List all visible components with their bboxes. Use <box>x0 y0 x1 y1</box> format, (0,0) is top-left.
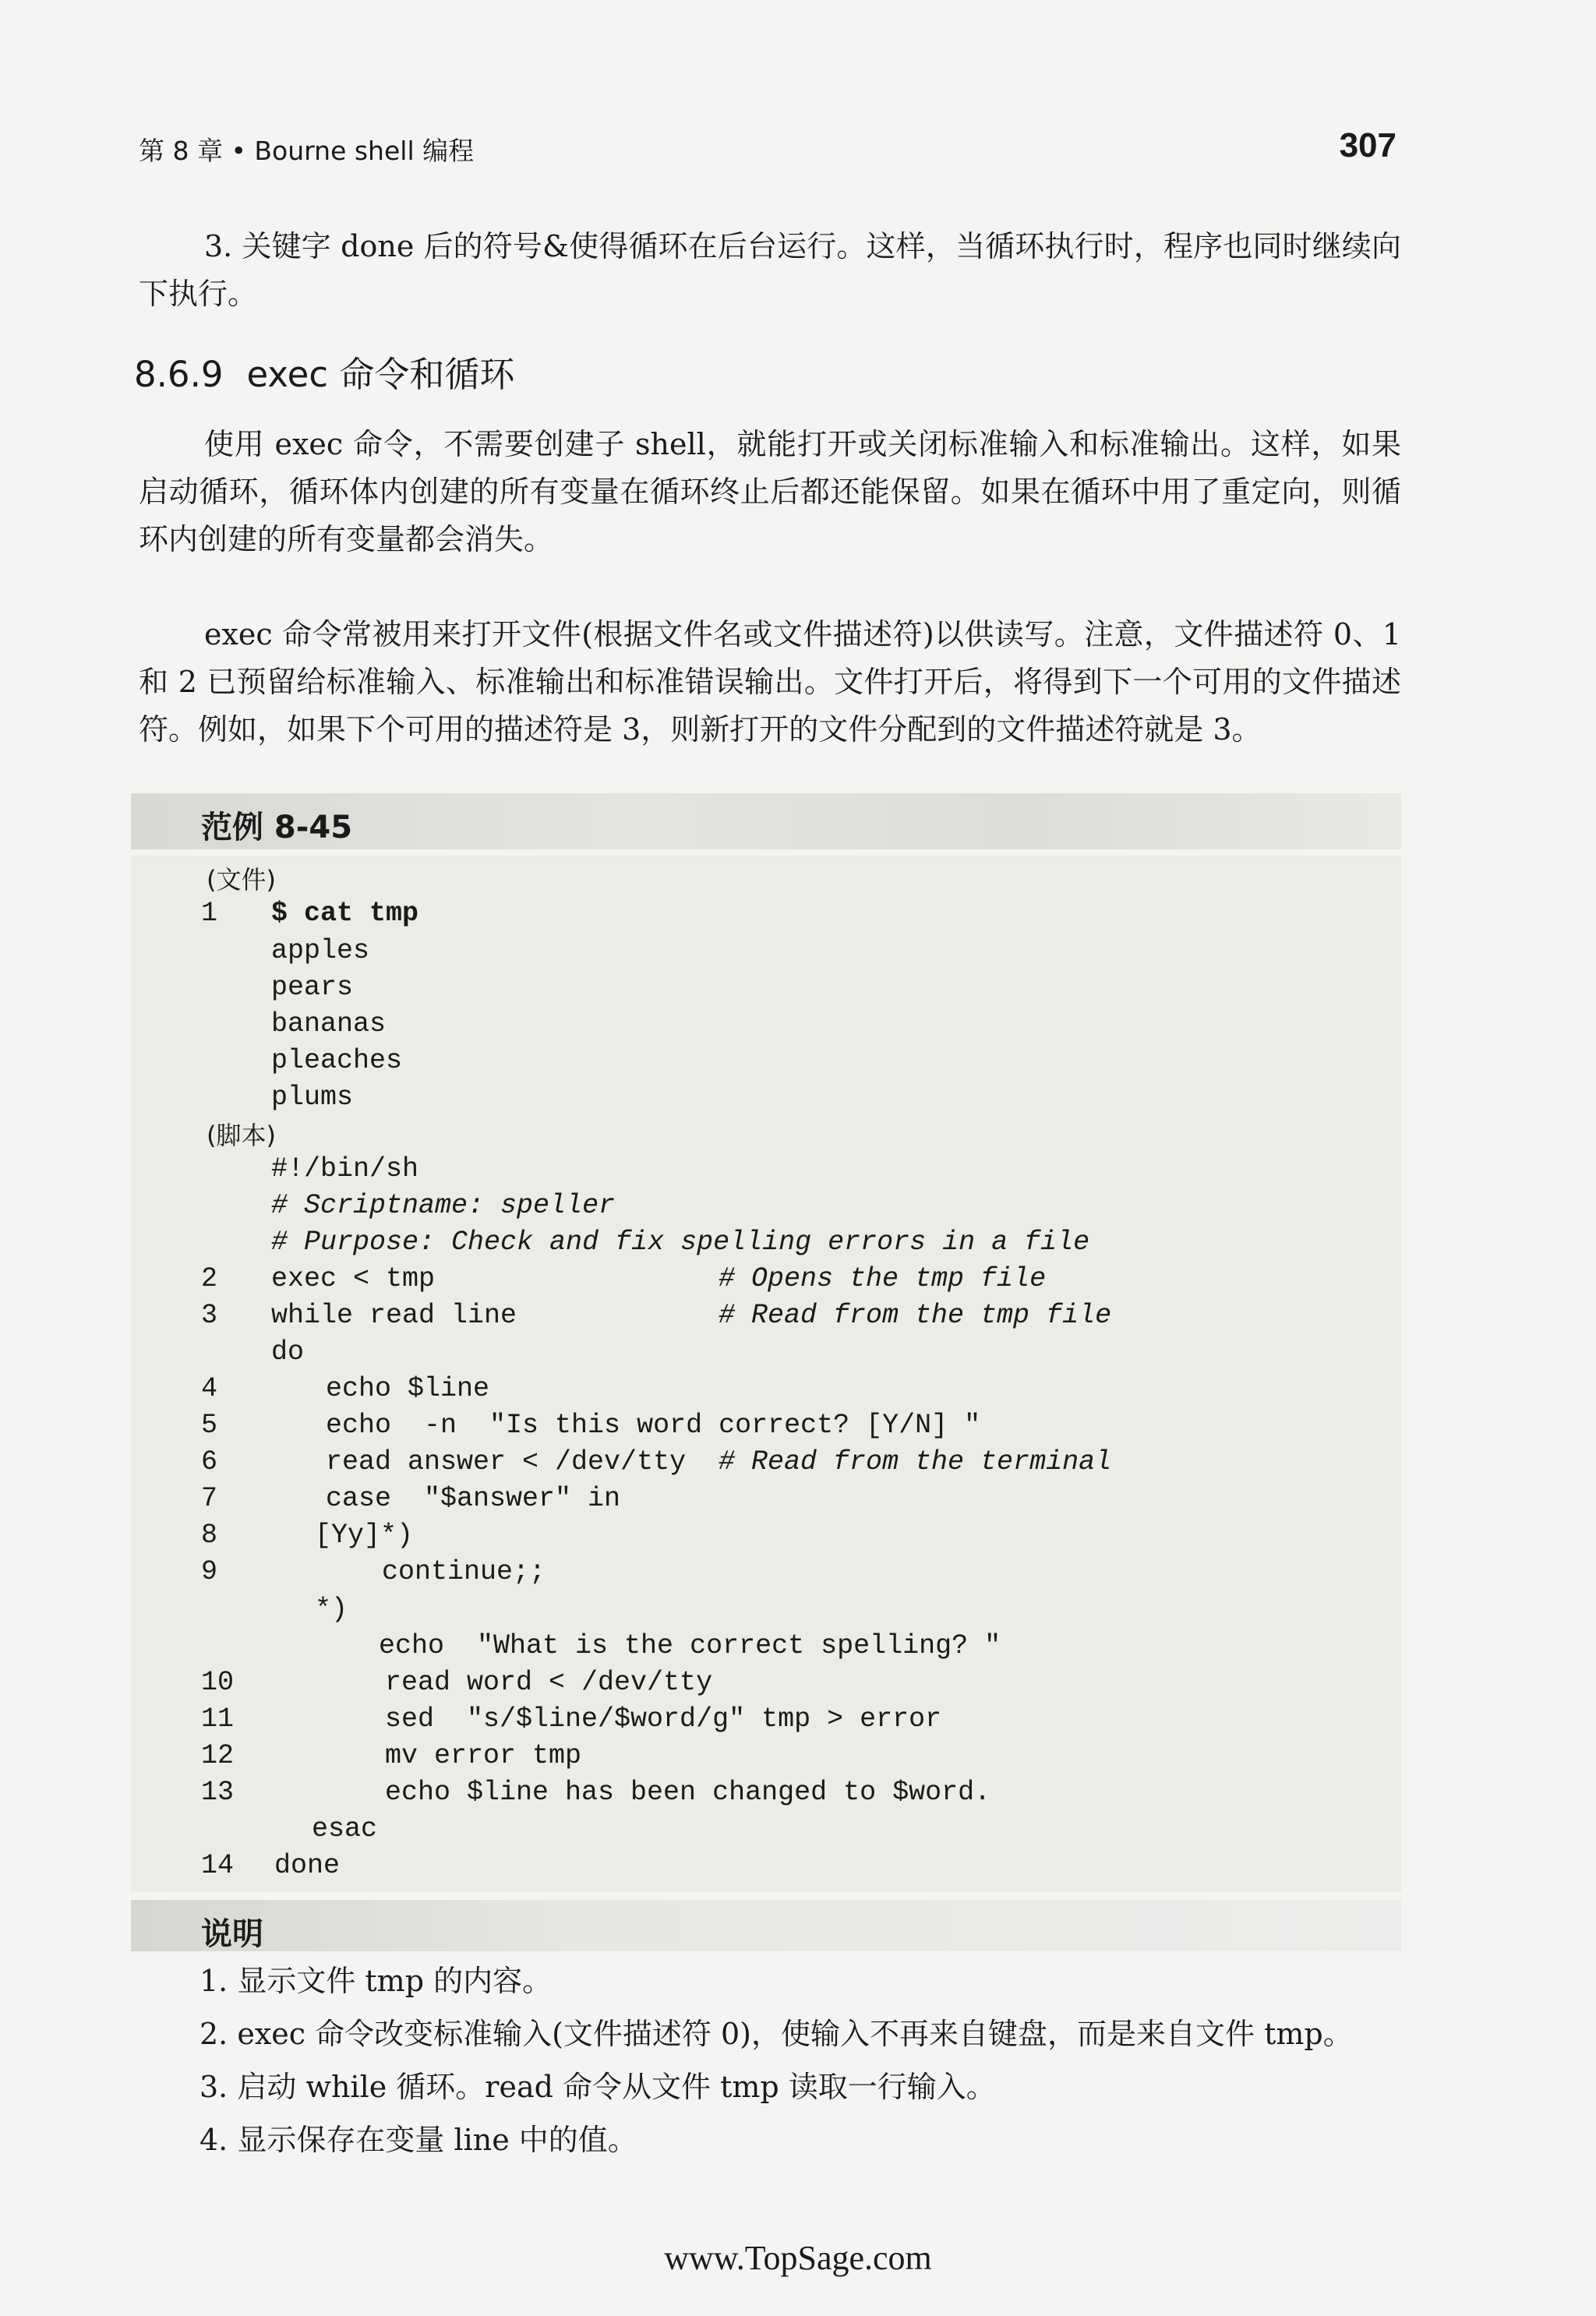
code-text: bananas <box>271 1008 387 1040</box>
code-line <box>0 1777 1403 1813</box>
code-text: done <box>274 1850 341 1881</box>
code-text: echo "What is the correct spelling? " <box>379 1630 1001 1661</box>
code-text: # Scriptname: speller <box>271 1190 616 1221</box>
code-text: #!/bin/sh <box>271 1153 419 1184</box>
line-number: 9 <box>201 1556 218 1587</box>
code-line <box>0 1850 1403 1887</box>
code-text: mv error tmp <box>385 1740 582 1771</box>
notes-header <box>131 1900 1401 1951</box>
line-number: 5 <box>201 1410 218 1441</box>
section-number: 8.6.9 <box>134 354 224 395</box>
line-number: 2 <box>201 1263 218 1294</box>
line-number: 4 <box>201 1373 218 1404</box>
note-item: 3. 启动 while 循环。read 命令从文件 tmp 读取一行输入。 <box>200 2070 996 2104</box>
code-line <box>0 1483 1403 1520</box>
code-line <box>0 1082 1403 1118</box>
note-item: 1. 显示文件 tmp 的内容。 <box>200 1964 553 1998</box>
code-text: echo $line has been changed to $word. <box>385 1777 991 1808</box>
code-line <box>0 1263 1403 1300</box>
notes-title: 说明 <box>201 1916 263 1952</box>
code-text: read word < /dev/tty <box>385 1667 713 1698</box>
code-text: echo -n "Is this word correct? [Y/N] " <box>326 1410 981 1441</box>
code-line <box>0 935 1403 972</box>
code-line <box>0 1300 1403 1336</box>
code-text: apples <box>271 935 370 966</box>
code-text: do <box>271 1336 305 1368</box>
code-text: pleaches <box>271 1045 403 1076</box>
code-text: case "$answer" in <box>326 1483 621 1514</box>
code-line <box>0 1153 1403 1190</box>
code-line <box>0 1556 1403 1593</box>
code-text: esac <box>312 1813 378 1845</box>
code-comment: # Read from the terminal <box>719 1446 1112 1478</box>
body-paragraph: 使用 exec 命令，不需要创建子 shell，就能打开或关闭标准输入和标准输出。这样，如果启动循环，循环体内创建的所有变量在循环终止后都还能保留。如果在循环中用了重定向，则循环内创建的所有变量都会消失。 <box>139 427 1401 556</box>
code-line <box>0 1594 1403 1630</box>
line-number: 11 <box>201 1703 235 1735</box>
line-number: 3 <box>201 1300 218 1331</box>
script-label: (脚本) <box>207 1121 276 1150</box>
code-text: echo $line <box>326 1373 490 1404</box>
code-line <box>0 898 1403 934</box>
example-title: 范例 8-45 <box>201 810 353 846</box>
line-number: 14 <box>201 1850 235 1881</box>
footer-url: www.TopSage.com <box>664 2239 932 2277</box>
code-text: exec < tmp <box>271 1263 436 1294</box>
code-line <box>0 1190 1403 1227</box>
body-paragraph: exec 命令常被用来打开文件(根据文件名或文件描述符)以供读写。注意，文件描述符 0、1 和 2 已预留给标准输入、标准输出和标准错误输出。文件打开后，将得到下一个可用的文件描述符。例如，如果下个可用的描述符是 3，则新打开的文件分配到的文件描述符就是 3。 <box>139 617 1401 747</box>
page-header <box>139 126 1396 171</box>
line-number: 7 <box>201 1483 218 1514</box>
code-line <box>0 1446 1403 1483</box>
code-text: continue;; <box>382 1556 546 1587</box>
code-line <box>0 972 1403 1008</box>
code-text: plums <box>271 1082 354 1113</box>
code-line <box>0 1630 1403 1667</box>
line-number: 1 <box>201 898 218 929</box>
code-line <box>0 1336 1403 1373</box>
page-number: 307 <box>1339 126 1396 164</box>
code-line <box>0 1520 1403 1556</box>
code-line <box>0 1373 1403 1410</box>
code-text: *) <box>315 1594 348 1625</box>
code-text: $ cat tmp <box>271 898 419 929</box>
code-line <box>0 1667 1403 1703</box>
example-header <box>131 793 1401 849</box>
line-number: 6 <box>201 1446 218 1478</box>
note-item: 2. exec 命令改变标准输入(文件描述符 0)，使输入不再来自键盘，而是来自文件 tmp。 <box>200 2017 1353 2051</box>
code-text: read answer < /dev/tty <box>326 1446 687 1478</box>
code-text: pears <box>271 972 354 1003</box>
line-number: 13 <box>201 1777 235 1808</box>
code-comment: # Opens the tmp file <box>719 1263 1047 1294</box>
code-line <box>0 1008 1403 1045</box>
code-line <box>0 1410 1403 1446</box>
file-label: (文件) <box>207 865 276 895</box>
line-number: 8 <box>201 1520 218 1551</box>
running-head: 第 8 章 • Bourne shell 编程 <box>139 136 475 166</box>
code-line <box>0 1740 1403 1777</box>
code-text: # Purpose: Check and fix spelling errors in a file <box>271 1227 1090 1258</box>
intro-paragraph: 3. 关键字 done 后的符号&使得循环在后台运行。这样，当循环执行时，程序也同时继续向下执行。 <box>139 229 1401 311</box>
code-text: sed "s/$line/$word/g" tmp > error <box>385 1703 942 1735</box>
section-title: exec 命令和循环 <box>246 354 515 395</box>
code-text: while read line <box>271 1300 517 1331</box>
code-line <box>0 1045 1403 1082</box>
note-item: 4. 显示保存在变量 line 中的值。 <box>200 2123 637 2157</box>
code-line <box>0 1703 1403 1740</box>
code-text: [Yy]*) <box>315 1520 414 1551</box>
line-number: 10 <box>201 1667 235 1698</box>
code-comment: # Read from the tmp file <box>719 1300 1112 1331</box>
section-heading <box>134 346 514 397</box>
code-line <box>0 1813 1403 1850</box>
code-line <box>0 1227 1403 1263</box>
line-number: 12 <box>201 1740 235 1771</box>
